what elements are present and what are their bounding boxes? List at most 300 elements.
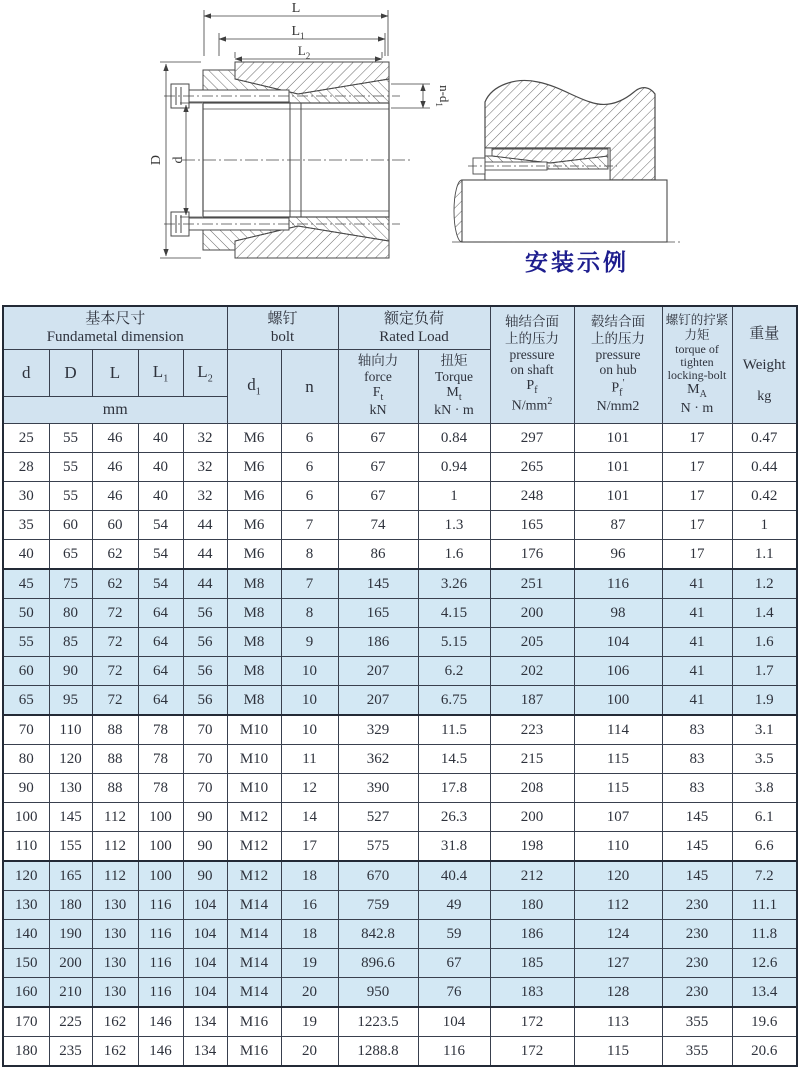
table-cell: 64 [138,628,183,657]
table-cell: 75 [49,569,92,599]
table-cell: 100 [138,861,183,891]
table-cell: M6 [227,511,281,540]
table-cell: 145 [662,861,732,891]
table-cell: 95 [49,686,92,716]
table-row [3,540,797,570]
table-cell: 896.6 [338,949,418,978]
table-cell: 1 [732,511,797,540]
table-cell: 113 [574,1007,662,1037]
table-cell: 215 [490,745,574,774]
table-cell: 12 [281,774,338,803]
table-cell: 32 [183,453,227,482]
table-cell: 759 [338,891,418,920]
table-cell: 40 [138,453,183,482]
table-cell: 67 [418,949,490,978]
table-cell: 67 [338,482,418,511]
table-cell: 14.5 [418,745,490,774]
table-cell: 120 [49,745,92,774]
assembly-cross-section-drawing [138,0,458,285]
table-cell: 98 [574,599,662,628]
table-cell: 64 [138,657,183,686]
table-cell: 6 [281,482,338,511]
table-cell: 207 [338,657,418,686]
table-cell: 32 [183,424,227,453]
table-cell: 297 [490,424,574,453]
table-cell: 172 [490,1037,574,1067]
table-cell: 527 [338,803,418,832]
table-cell: 72 [92,686,138,716]
table-cell: 165 [338,599,418,628]
table-row [3,774,797,803]
table-cell: 17 [662,540,732,570]
table-cell: 115 [574,745,662,774]
table-cell: 0.94 [418,453,490,482]
table-cell: 8 [281,599,338,628]
table-cell: 56 [183,686,227,716]
installation-example-drawing [452,52,702,252]
table-cell: 60 [92,511,138,540]
table-cell: 355 [662,1007,732,1037]
table-cell: 70 [3,715,49,745]
table-cell: 45 [3,569,49,599]
table-cell: M14 [227,978,281,1008]
table-cell: 64 [138,599,183,628]
table-cell: 390 [338,774,418,803]
table-row [3,832,797,862]
table-cell: 20 [281,1037,338,1067]
table-cell: 116 [138,978,183,1008]
table-row [3,628,797,657]
table-cell: 116 [418,1037,490,1067]
table-cell: 7 [281,511,338,540]
table-cell: 80 [49,599,92,628]
table-cell: 26.3 [418,803,490,832]
table-row [3,569,797,599]
table-cell: M14 [227,920,281,949]
table-cell: 17 [662,453,732,482]
table-row [3,686,797,716]
table-row [3,1037,797,1067]
table-cell: 44 [183,511,227,540]
table-cell: 1.3 [418,511,490,540]
table-cell: M16 [227,1037,281,1067]
installation-caption: 安装示例 [525,249,629,275]
table-cell: 17 [662,482,732,511]
table-cell: 40 [138,482,183,511]
table-cell: 56 [183,657,227,686]
table-cell: 165 [49,861,92,891]
table-row [3,657,797,686]
table-cell: 16 [281,891,338,920]
table-cell: 107 [574,803,662,832]
table-cell: M16 [227,1007,281,1037]
table-cell: 1.4 [732,599,797,628]
table-cell: 54 [138,540,183,570]
table-cell: 116 [138,920,183,949]
table-cell: 0.44 [732,453,797,482]
header-col-d: d [3,350,49,397]
table-cell: 187 [490,686,574,716]
table-cell: 130 [92,920,138,949]
table-cell: 355 [662,1037,732,1067]
table-cell: 6.1 [732,803,797,832]
table-cell: 0.47 [732,424,797,453]
dim-label-L2: $L_2$ [297,43,311,61]
table-cell: 100 [138,803,183,832]
table-cell: 172 [490,1007,574,1037]
table-cell: 120 [574,861,662,891]
table-cell: 104 [183,949,227,978]
table-cell: 5.15 [418,628,490,657]
table-cell: 210 [49,978,92,1008]
table-cell: M8 [227,599,281,628]
table-row [3,1007,797,1037]
table-cell: 17 [281,832,338,862]
table-cell: 180 [49,891,92,920]
table-cell: 670 [338,861,418,891]
table-cell: 207 [338,686,418,716]
table-row [3,949,797,978]
table-cell: 4.15 [418,599,490,628]
header-col-d1: $d_1$ [227,350,281,424]
table-cell: 65 [49,540,92,570]
technical-drawings [0,0,800,303]
table-cell: 134 [183,1037,227,1067]
table-cell: 230 [662,891,732,920]
table-cell: 46 [92,424,138,453]
table-cell: 18 [281,861,338,891]
table-cell: 150 [3,949,49,978]
table-cell: 54 [138,569,183,599]
table-cell: 212 [490,861,574,891]
table-cell: 130 [92,949,138,978]
table-cell: 50 [3,599,49,628]
locking-device [468,148,617,180]
table-cell: 140 [3,920,49,949]
table-cell: 74 [338,511,418,540]
table-cell: 62 [92,569,138,599]
table-cell: 130 [49,774,92,803]
table-row [3,715,797,745]
table-cell: 83 [662,715,732,745]
table-cell: 202 [490,657,574,686]
table-row [3,745,797,774]
table-cell: 25 [3,424,49,453]
table-cell: M12 [227,803,281,832]
table-cell: 1223.5 [338,1007,418,1037]
table-cell: 90 [3,774,49,803]
table-cell: 10 [281,715,338,745]
table-cell: 145 [662,803,732,832]
table-cell: 180 [3,1037,49,1067]
table-cell: M6 [227,424,281,453]
table-cell: 186 [490,920,574,949]
table-cell: 41 [662,569,732,599]
table-cell: 87 [574,511,662,540]
table-cell: 76 [418,978,490,1008]
table-cell: 100 [138,832,183,862]
table-cell: 28 [3,453,49,482]
table-cell: 329 [338,715,418,745]
table-cell: 20.6 [732,1037,797,1067]
table-cell: 198 [490,832,574,862]
table-cell: 146 [138,1007,183,1037]
table-cell: 186 [338,628,418,657]
header-col-L: L [92,350,138,397]
table-cell: M6 [227,453,281,482]
table-row [3,599,797,628]
table-cell: 115 [574,774,662,803]
table-cell: 842.8 [338,920,418,949]
table-cell: 72 [92,599,138,628]
table-cell: 200 [49,949,92,978]
table-cell: 112 [574,891,662,920]
table-cell: 145 [662,832,732,862]
table-cell: 134 [183,1007,227,1037]
table-cell: 265 [490,453,574,482]
header-basic-dimension: 基本尺寸 Fundametal dimension [3,306,227,350]
table-cell: 56 [183,628,227,657]
table-cell: 104 [183,920,227,949]
table-cell: 3.1 [732,715,797,745]
table-cell: 251 [490,569,574,599]
table-cell: 40 [138,424,183,453]
table-cell: M14 [227,949,281,978]
table-cell: 100 [3,803,49,832]
table-cell: 86 [338,540,418,570]
table-cell: 11 [281,745,338,774]
table-cell: 6 [281,424,338,453]
header-col-n: n [281,350,338,424]
table-cell: M6 [227,540,281,570]
table-cell: 90 [183,803,227,832]
table-cell: 0.42 [732,482,797,511]
table-cell: 20 [281,978,338,1008]
header-tightening-torque: 螺钉的拧紧 力矩 torque of tighten locking-bolt $M_A$ N · m [662,306,732,424]
dim-label-d: d [171,156,186,164]
table-cell: 104 [574,628,662,657]
table-cell: 88 [92,745,138,774]
table-row [3,482,797,511]
table-cell: 55 [49,482,92,511]
table-cell: 114 [574,715,662,745]
table-cell: 225 [49,1007,92,1037]
table-cell: 130 [92,978,138,1008]
table-cell: 41 [662,657,732,686]
table-cell: 64 [138,686,183,716]
table-cell: M12 [227,832,281,862]
table-cell: 67 [338,453,418,482]
table-cell: 1.6 [732,628,797,657]
table-cell: 54 [138,511,183,540]
table-cell: 41 [662,686,732,716]
table-cell: 90 [49,657,92,686]
table-cell: M8 [227,569,281,599]
table-cell: 6.6 [732,832,797,862]
dim-label-n-d1: $n-d_1$ [434,85,452,107]
table-cell: 17.8 [418,774,490,803]
table-cell: 11.1 [732,891,797,920]
table-cell: 1.6 [418,540,490,570]
table-row [3,861,797,891]
table-cell: 83 [662,745,732,774]
table-cell: 145 [49,803,92,832]
table-cell: 205 [490,628,574,657]
header-weight: 重量 Weight kg [732,306,797,424]
dim-label-L1: $L_1$ [291,24,305,41]
table-cell: 0.84 [418,424,490,453]
table-row [3,920,797,949]
dim-label-D: D [149,154,164,166]
table-cell: 67 [338,424,418,453]
table-cell: 104 [418,1007,490,1037]
table-cell: 19 [281,1007,338,1037]
table-cell: 130 [92,891,138,920]
table-cell: 10 [281,657,338,686]
table-cell: 17 [662,424,732,453]
header-bolt: 螺钉 bolt [227,306,338,350]
table-cell: 185 [490,949,574,978]
table-cell: 78 [138,745,183,774]
table-row [3,424,797,453]
table-cell: 41 [662,628,732,657]
table-cell: 17 [662,511,732,540]
table-cell: 70 [183,745,227,774]
table-cell: 155 [49,832,92,862]
table-cell: 14 [281,803,338,832]
table-cell: 7.2 [732,861,797,891]
table-cell: 146 [138,1037,183,1067]
table-cell: 116 [138,891,183,920]
table-cell: 90 [183,832,227,862]
table-cell: 70 [183,774,227,803]
table-cell: 176 [490,540,574,570]
header-axial-force: 轴向力 force $F_t$ kN [338,350,418,424]
table-cell: 1.7 [732,657,797,686]
table-cell: 62 [92,540,138,570]
header-col-D: D [49,350,92,397]
table-row [3,978,797,1008]
table-cell: 183 [490,978,574,1008]
table-cell: 55 [49,424,92,453]
table-cell: 100 [574,686,662,716]
spec-table [2,305,798,1067]
table-cell: 72 [92,628,138,657]
table-cell: 19.6 [732,1007,797,1037]
table-row [3,453,797,482]
table-cell: 170 [3,1007,49,1037]
table-cell: 90 [183,861,227,891]
table-cell: 6.2 [418,657,490,686]
table-cell: 55 [3,628,49,657]
table-cell: 72 [92,657,138,686]
table-cell: 101 [574,424,662,453]
table-cell: 1.2 [732,569,797,599]
table-cell: 3.5 [732,745,797,774]
table-cell: 162 [92,1007,138,1037]
table-cell: 46 [92,453,138,482]
table-cell: 248 [490,482,574,511]
table-cell: 575 [338,832,418,862]
table-cell: 32 [183,482,227,511]
table-cell: M8 [227,657,281,686]
table-cell: 59 [418,920,490,949]
table-cell: 110 [574,832,662,862]
table-cell: 55 [49,453,92,482]
table-cell: 41 [662,599,732,628]
table-cell: 44 [183,569,227,599]
table-cell: 180 [490,891,574,920]
table-cell: 190 [49,920,92,949]
table-row [3,891,797,920]
table-cell: 116 [138,949,183,978]
table-cell: 10 [281,686,338,716]
table-cell: 85 [49,628,92,657]
table-cell: 116 [574,569,662,599]
table-cell: 35 [3,511,49,540]
table-cell: 78 [138,774,183,803]
table-cell: 112 [92,861,138,891]
table-cell: 1288.8 [338,1037,418,1067]
table-cell: M10 [227,715,281,745]
table-cell: 128 [574,978,662,1008]
table-cell: 235 [49,1037,92,1067]
table-body [3,424,797,1067]
table-cell: 112 [92,832,138,862]
table-row [3,511,797,540]
table-cell: 127 [574,949,662,978]
table-cell: 80 [3,745,49,774]
table-cell: 104 [183,978,227,1008]
table-cell: M6 [227,482,281,511]
table-cell: 60 [49,511,92,540]
table-cell: 6.75 [418,686,490,716]
table-cell: 12.6 [732,949,797,978]
table-cell: 40 [3,540,49,570]
table-cell: 130 [3,891,49,920]
header-unit-mm: mm [3,397,227,424]
table-cell: 110 [3,832,49,862]
table-cell: 101 [574,482,662,511]
table-cell: 96 [574,540,662,570]
table-cell: 46 [92,482,138,511]
table-cell: 208 [490,774,574,803]
table-cell: 40.4 [418,861,490,891]
header-torque: 扭矩 Torque $M_t$ kN · m [418,350,490,424]
table-cell: 88 [92,774,138,803]
table-cell: 11.8 [732,920,797,949]
table-cell: 3.8 [732,774,797,803]
dim-label-L: L [291,1,301,16]
table-cell: M8 [227,686,281,716]
table-cell: 18 [281,920,338,949]
header-pressure-on-hub: 毂结合面 上的压力 pressure on hub $P_f'$ N/mm2 [574,306,662,424]
table-cell: M10 [227,745,281,774]
table-row [3,803,797,832]
table-cell: M8 [227,628,281,657]
header-col-L2: $L_2$ [183,350,227,397]
table-cell: 83 [662,774,732,803]
table-cell: 120 [3,861,49,891]
table-cell: 88 [92,715,138,745]
table-cell: 200 [490,599,574,628]
table-cell: 31.8 [418,832,490,862]
table-cell: M12 [227,861,281,891]
header-col-L1: $L_1$ [138,350,183,397]
table-cell: 162 [92,1037,138,1067]
table-cell: 165 [490,511,574,540]
table-cell: 1 [418,482,490,511]
